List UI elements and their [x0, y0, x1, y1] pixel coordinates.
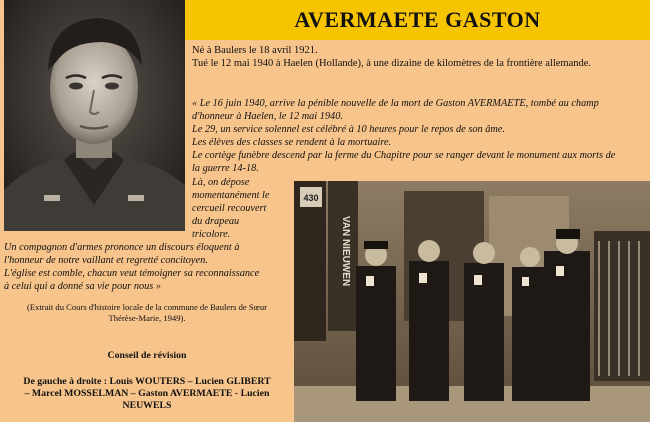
quote-line: « Le 16 juin 1940, arrive la pénible nouvelle de la mort de Gaston AVERMAETE, tombé au champ [192, 98, 599, 109]
quote-line: la guerre 14-18. [192, 163, 259, 175]
caption-title: Conseil de révision [107, 350, 187, 361]
quote-line: d'honneur à Haelen, le 12 mai 1940. [192, 111, 343, 123]
quote-line: l'honneur de notre vaillant et regretté concitoyen. [4, 255, 208, 267]
portrait-illustration [4, 0, 185, 231]
source-citation [4, 302, 290, 324]
quote-line: Le cortège funèbre descend par la ferme du Chapitre pour se ranger devant le monument aux morts de [192, 150, 616, 162]
quote-line: à celui qui a donné sa vie pour nous » [4, 281, 162, 293]
photo-sign-number: 430 [303, 193, 319, 203]
page-title: AVERMAETE GASTON [294, 7, 541, 32]
caption-line: – Marcel MOSSELMAN – Gaston AVERMAETE - Lucien [24, 388, 270, 400]
title-banner [185, 0, 650, 40]
death-text: Tué le 12 mai 1940 à Haelen (Hollande), à une dizaine de kilomètres de la frontière allemande. [192, 58, 592, 69]
quote-line: Là, on dépose [192, 177, 250, 188]
source-line: Thérèse-Marie, 1949). [108, 313, 186, 323]
group-photo [294, 181, 650, 422]
quote-line: cercueil recouvert [192, 203, 267, 215]
photo-caption [4, 376, 290, 413]
caption-line: De gauche à droite : Louis WOUTERS – Lucien GLIBERT [23, 376, 271, 387]
quote-line: momentanément le [192, 190, 270, 202]
quote-line: Le 29, un service solennel est célébré à 10 heures pour le repos de son âme. [192, 124, 505, 136]
bio-block [192, 44, 642, 70]
portrait-photo [4, 0, 185, 231]
quote-line: du drapeau [192, 216, 240, 228]
quote-line: L'église est comble, chacun veut témoigner sa reconnaissance [4, 268, 260, 280]
quote-block-top [192, 97, 650, 176]
caption-line: NEUWELS [122, 400, 172, 412]
source-line: (Extrait du Cours d'histoire locale de la commune de Baulers de Sœur [27, 302, 267, 312]
birth-text: Né à Baulers le 18 avril 1921. [192, 45, 318, 56]
quote-block-bottom [4, 241, 290, 293]
photo-shop-sign: VAN NIEUWEN [340, 215, 351, 287]
quote-line: tricolore. [192, 229, 231, 241]
group-photo-illustration [294, 181, 650, 422]
quote-block-middle [192, 176, 292, 241]
quote-line: Les élèves des classes se rendent à la mortuaire. [192, 137, 392, 149]
quote-line: Un compagnon d'armes prononce un discours éloquent à [4, 242, 240, 253]
